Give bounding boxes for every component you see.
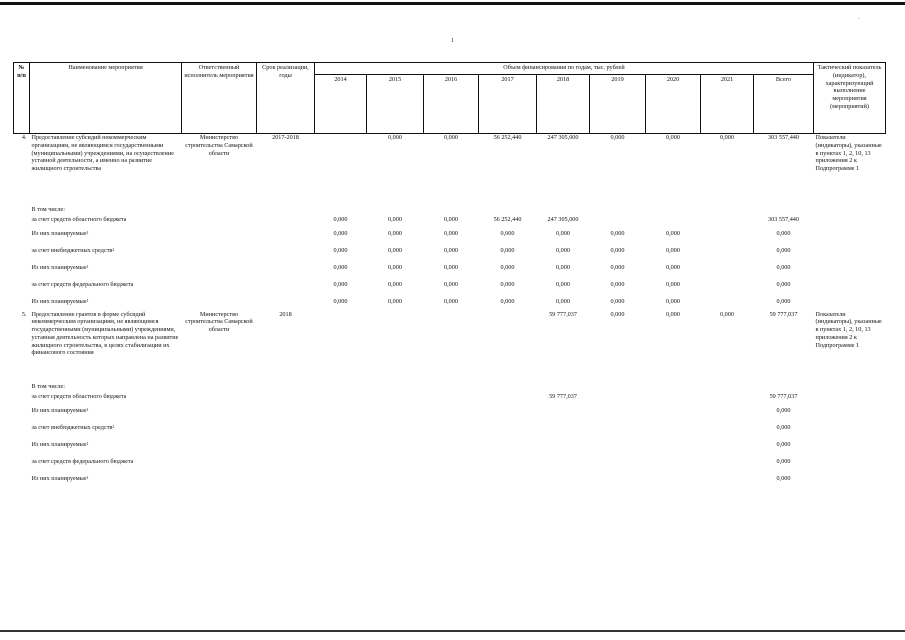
blank-cell bbox=[14, 260, 30, 277]
funding-value: 0,000 bbox=[333, 298, 348, 306]
header-name: Наименование мероприятия bbox=[30, 63, 182, 134]
funding-value bbox=[590, 403, 646, 420]
blank-cell bbox=[14, 294, 30, 311]
funding-value bbox=[590, 391, 646, 403]
footnote-mark: 1 bbox=[86, 441, 89, 447]
header-year: 2016 bbox=[424, 75, 479, 134]
blank-cell bbox=[14, 420, 30, 437]
funding-value bbox=[590, 214, 646, 226]
source-label-text: за счет средств федерального бюджета bbox=[31, 458, 134, 466]
funding-value bbox=[701, 294, 754, 311]
funding-value bbox=[701, 437, 754, 454]
funding-value bbox=[590, 437, 646, 454]
header-year: 2021 bbox=[701, 75, 754, 134]
funding-value bbox=[590, 471, 646, 488]
funding-value: 0,000 bbox=[444, 215, 458, 223]
funding-value bbox=[424, 471, 479, 488]
blank-cell bbox=[14, 214, 30, 226]
funding-value: 0,000 bbox=[333, 230, 348, 238]
funding-value: 0,000 bbox=[776, 475, 791, 483]
source-label bbox=[30, 454, 315, 471]
funding-value: 0,000 bbox=[444, 230, 458, 238]
funding-value: 0,000 bbox=[666, 310, 680, 318]
header-funding: Объем финансирования по годам, тыс. рублей bbox=[315, 63, 814, 75]
funding-value: 0,000 bbox=[610, 230, 625, 238]
funding-value bbox=[479, 403, 537, 420]
corner-mark: · bbox=[858, 16, 860, 22]
blank-cell bbox=[814, 214, 886, 226]
funding-value: 0,000 bbox=[500, 247, 515, 255]
funding-value bbox=[537, 471, 590, 488]
funding-value: 0,000 bbox=[776, 424, 791, 432]
table-row bbox=[14, 311, 886, 373]
source-label bbox=[30, 471, 315, 488]
source-label bbox=[30, 391, 315, 403]
source-label bbox=[30, 403, 315, 420]
blank-cell bbox=[814, 420, 886, 437]
table-body bbox=[14, 134, 886, 488]
funding-value: 0,000 bbox=[666, 281, 680, 289]
funding-value bbox=[479, 454, 537, 471]
funding-value: 0,000 bbox=[666, 230, 680, 238]
table-row bbox=[14, 391, 886, 403]
measure-name: Предоставление субсидий некоммерческим организациям, не являющимся государственными (муниципальными) учреждениями, на осуществление уставной деятельности, а именно на развитие жилищного строительства bbox=[31, 134, 174, 172]
header-year: 2015 bbox=[367, 75, 424, 134]
funding-value bbox=[315, 311, 367, 373]
funding-value bbox=[315, 391, 367, 403]
funding-value bbox=[479, 391, 537, 403]
term: 2017-2018 bbox=[272, 134, 299, 141]
funding-value bbox=[367, 420, 424, 437]
executor: Министерство строительства Самарской области bbox=[185, 134, 253, 157]
table-row bbox=[14, 277, 886, 294]
term: 2018 bbox=[279, 310, 292, 318]
blank-cell bbox=[14, 403, 30, 420]
table-row bbox=[14, 471, 886, 488]
funding-value bbox=[315, 454, 367, 471]
funding-value bbox=[367, 437, 424, 454]
funding-value bbox=[537, 437, 590, 454]
funding-value bbox=[646, 214, 701, 226]
funding-value bbox=[701, 243, 754, 260]
funding-value: 0,000 bbox=[388, 247, 402, 255]
blank-cell bbox=[14, 437, 30, 454]
funding-value bbox=[646, 420, 701, 437]
blank-cell bbox=[814, 260, 886, 277]
blank-cell bbox=[14, 391, 30, 403]
funding-value: 0,000 bbox=[610, 247, 625, 255]
breakdown-intro: В том числе: bbox=[31, 205, 65, 213]
table-row bbox=[14, 243, 886, 260]
blank-cell bbox=[14, 454, 30, 471]
funding-value bbox=[701, 226, 754, 243]
blank-cell bbox=[14, 277, 30, 294]
footnote-mark: 1 bbox=[86, 230, 89, 236]
funding-value: 0,000 bbox=[556, 281, 570, 289]
table-row bbox=[14, 134, 886, 196]
funding-value: 247 305,000 bbox=[547, 134, 579, 141]
funding-value bbox=[701, 420, 754, 437]
table-row bbox=[14, 294, 886, 311]
funding-value bbox=[701, 391, 754, 403]
bottom-border-line bbox=[0, 630, 905, 632]
funding-value bbox=[424, 391, 479, 403]
funding-value: 303 557,440 bbox=[768, 134, 799, 141]
blank-cell bbox=[814, 294, 886, 311]
funding-value bbox=[315, 420, 367, 437]
financing-table bbox=[13, 62, 886, 488]
source-label bbox=[30, 437, 315, 454]
funding-value: 0,000 bbox=[776, 230, 791, 238]
footnote-mark: 1 bbox=[86, 298, 89, 304]
funding-value bbox=[590, 420, 646, 437]
funding-value: 0,000 bbox=[610, 281, 625, 289]
blank-cell bbox=[814, 391, 886, 403]
header-year: 2019 bbox=[590, 75, 646, 134]
table-row bbox=[14, 260, 886, 277]
footnote-mark: 1 bbox=[86, 475, 89, 481]
funding-value bbox=[701, 260, 754, 277]
header-number: № п/п bbox=[14, 63, 30, 134]
source-label-text: Из них планируемые bbox=[31, 407, 87, 415]
blank-cell bbox=[814, 454, 886, 471]
source-label-text: Из них планируемые bbox=[31, 441, 87, 449]
footnote-mark: 2 bbox=[112, 247, 115, 253]
funding-value: 303 557,440 bbox=[768, 215, 799, 223]
funding-value: 0,000 bbox=[388, 298, 402, 306]
funding-value bbox=[315, 134, 367, 196]
footnote-mark: 2 bbox=[112, 424, 115, 430]
table-row bbox=[14, 196, 886, 214]
funding-value: 0,000 bbox=[333, 264, 348, 272]
funding-value bbox=[701, 214, 754, 226]
funding-value: 0,000 bbox=[666, 264, 680, 272]
funding-value: 59 777,037 bbox=[549, 392, 577, 400]
funding-value bbox=[646, 471, 701, 488]
table-row bbox=[14, 403, 886, 420]
funding-value bbox=[479, 420, 537, 437]
blank-cell bbox=[814, 403, 886, 420]
funding-value: 0,000 bbox=[610, 310, 625, 318]
funding-value bbox=[479, 437, 537, 454]
page-mark: 1 bbox=[451, 38, 454, 44]
funding-value: 0,000 bbox=[388, 264, 402, 272]
indicator: Показатели (индикаторы), указанные в пунктах 1, 2, 10, 13 приложения 2 к Подпрограмме 1 bbox=[815, 134, 882, 172]
funding-value: 0,000 bbox=[500, 281, 515, 289]
funding-value bbox=[367, 454, 424, 471]
funding-value bbox=[424, 437, 479, 454]
table-row bbox=[14, 373, 886, 391]
source-label-text: за счет внебюджетных средств bbox=[31, 247, 113, 255]
row-number: 4. bbox=[21, 134, 27, 141]
funding-value: 0,000 bbox=[388, 134, 402, 141]
funding-value: 0,000 bbox=[610, 134, 625, 141]
source-label-text: за счет средств областного бюджета bbox=[31, 392, 127, 400]
blank-cell bbox=[14, 243, 30, 260]
table-row bbox=[14, 437, 886, 454]
funding-value: 0,000 bbox=[556, 230, 570, 238]
source-label-text: за счет внебюджетных средств bbox=[31, 424, 113, 432]
header-year: 2017 bbox=[479, 75, 537, 134]
funding-value bbox=[367, 311, 424, 373]
header-year: 2014 bbox=[315, 75, 367, 134]
funding-value bbox=[424, 311, 479, 373]
table-row bbox=[14, 226, 886, 243]
funding-value: 0,000 bbox=[556, 298, 570, 306]
funding-value: 0,000 bbox=[444, 281, 458, 289]
funding-value bbox=[701, 454, 754, 471]
blank-cell bbox=[14, 196, 30, 214]
funding-value bbox=[701, 471, 754, 488]
header-year: 2018 bbox=[537, 75, 590, 134]
funding-value bbox=[537, 420, 590, 437]
source-label bbox=[30, 260, 315, 277]
source-label bbox=[30, 294, 315, 311]
source-label bbox=[30, 214, 315, 226]
blank-cell bbox=[814, 471, 886, 488]
funding-value bbox=[424, 454, 479, 471]
funding-value: 0,000 bbox=[444, 247, 458, 255]
breakdown-intro: В том числе: bbox=[31, 382, 65, 390]
source-label-text: за счет средств областного бюджета bbox=[31, 215, 127, 223]
funding-value: 0,000 bbox=[500, 230, 515, 238]
funding-value bbox=[424, 403, 479, 420]
funding-value: 0,000 bbox=[666, 247, 680, 255]
measure-name: Предоставление грантов в форме субсидий некоммерческим организациям, не являющимся государственными (муниципальными) учреждениями, уставная деятельность которых направлена на развитие жилищного строительства, в целях стабилизации их финансового состояния bbox=[31, 310, 179, 357]
funding-value: 247 305,000 bbox=[547, 215, 579, 223]
funding-value: 56 252,440 bbox=[493, 134, 522, 141]
funding-value: 0,000 bbox=[776, 247, 791, 255]
funding-value bbox=[537, 454, 590, 471]
table-row bbox=[14, 214, 886, 226]
funding-value: 56 252,440 bbox=[493, 215, 522, 223]
funding-value: 0,000 bbox=[388, 281, 402, 289]
header-year: 2020 bbox=[646, 75, 701, 134]
funding-value: 0,000 bbox=[666, 134, 680, 141]
funding-value bbox=[646, 454, 701, 471]
funding-value bbox=[646, 403, 701, 420]
source-label-text: Из них планируемые bbox=[31, 298, 87, 306]
funding-value: 0,000 bbox=[776, 458, 791, 466]
source-label bbox=[30, 420, 315, 437]
funding-value bbox=[367, 471, 424, 488]
funding-value: 59 777,037 bbox=[549, 310, 577, 318]
source-label bbox=[30, 226, 315, 243]
header-indicator: Тактический показатель (индикатор), характеризующий выполнение мероприятия (мероприятий) bbox=[814, 63, 886, 134]
table-row bbox=[14, 420, 886, 437]
funding-value: 0,000 bbox=[776, 298, 791, 306]
funding-value: 0,000 bbox=[333, 281, 348, 289]
funding-value bbox=[315, 437, 367, 454]
financing-table-sheet bbox=[13, 62, 885, 488]
funding-value bbox=[590, 454, 646, 471]
funding-value: 0,000 bbox=[776, 281, 791, 289]
row-number: 5. bbox=[21, 310, 27, 318]
funding-value: 0,000 bbox=[444, 264, 458, 272]
blank-cell bbox=[814, 243, 886, 260]
funding-value bbox=[424, 420, 479, 437]
blank-cell bbox=[14, 226, 30, 243]
source-label-text: Из них планируемые bbox=[31, 230, 87, 238]
funding-value: 0,000 bbox=[444, 298, 458, 306]
funding-value: 0,000 bbox=[776, 407, 791, 415]
funding-value: 0,000 bbox=[388, 230, 402, 238]
header-term: Срок реализации, годы bbox=[257, 63, 315, 134]
funding-value bbox=[479, 311, 537, 373]
funding-value: 0,000 bbox=[610, 298, 625, 306]
blank-cell bbox=[814, 277, 886, 294]
source-label-text: Из них планируемые bbox=[31, 264, 87, 272]
funding-value: 0,000 bbox=[556, 247, 570, 255]
blank-cell bbox=[814, 226, 886, 243]
funding-value: 0,000 bbox=[666, 298, 680, 306]
source-label-text: Из них планируемые bbox=[31, 475, 87, 483]
funding-value bbox=[646, 391, 701, 403]
funding-value: 0,000 bbox=[333, 247, 348, 255]
executor: Министерство строительства Самарской области bbox=[185, 310, 253, 333]
funding-value: 0,000 bbox=[333, 215, 348, 223]
funding-value: 0,000 bbox=[776, 264, 791, 272]
funding-value bbox=[315, 471, 367, 488]
funding-value: 0,000 bbox=[556, 264, 570, 272]
source-label-text: за счет средств федерального бюджета bbox=[31, 281, 134, 289]
header-executor: Ответственный исполнитель мероприятия bbox=[182, 63, 257, 134]
funding-value: 0,000 bbox=[720, 310, 734, 318]
footnote-mark: 1 bbox=[86, 264, 89, 270]
funding-value: 0,000 bbox=[776, 441, 791, 449]
funding-value: 0,000 bbox=[444, 134, 458, 141]
source-label bbox=[30, 277, 315, 294]
blank-cell bbox=[14, 471, 30, 488]
source-label bbox=[30, 243, 315, 260]
funding-value bbox=[701, 277, 754, 294]
funding-value: 0,000 bbox=[500, 298, 515, 306]
funding-value: 0,000 bbox=[388, 215, 402, 223]
blank-cell bbox=[14, 373, 30, 391]
funding-value bbox=[367, 391, 424, 403]
funding-value bbox=[479, 471, 537, 488]
funding-value bbox=[315, 403, 367, 420]
funding-value: 59 777,037 bbox=[769, 310, 798, 318]
footnote-mark: 1 bbox=[86, 407, 89, 413]
funding-value bbox=[537, 403, 590, 420]
header-year: Всего bbox=[754, 75, 814, 134]
table-row bbox=[14, 454, 886, 471]
funding-value bbox=[701, 403, 754, 420]
funding-value: 0,000 bbox=[500, 264, 515, 272]
top-border-line bbox=[0, 2, 905, 5]
funding-value bbox=[646, 437, 701, 454]
blank-cell bbox=[814, 437, 886, 454]
indicator: Показатели (индикаторы), указанные в пунктах 1, 2, 10, 13 приложения 2 к Подпрограмме 1 bbox=[815, 310, 882, 349]
funding-value: 0,000 bbox=[720, 134, 734, 141]
funding-value bbox=[367, 403, 424, 420]
funding-value: 59 777,037 bbox=[769, 392, 798, 400]
funding-value: 0,000 bbox=[610, 264, 625, 272]
